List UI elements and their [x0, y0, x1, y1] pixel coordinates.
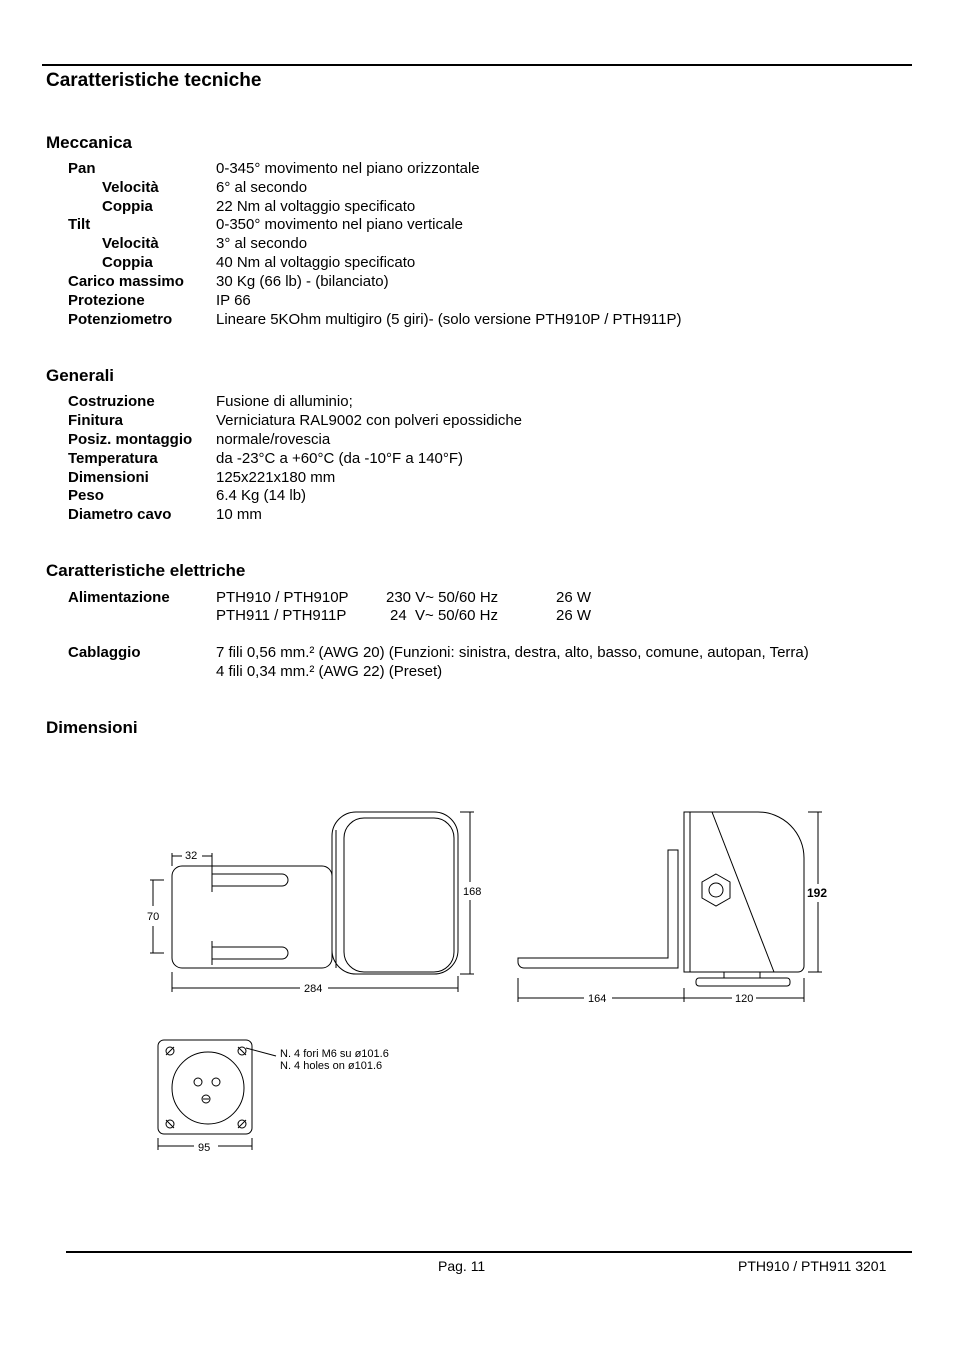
spec-value-finitura: Verniciatura RAL9002 con polveri epossidiche: [216, 412, 523, 429]
spec-value-tilt-coppia: 40 Nm al voltaggio specificato: [216, 254, 416, 271]
spec-label-peso: Peso: [68, 487, 104, 504]
dim-70-label: 70: [147, 911, 160, 923]
holes-note-it: N. 4 fori M6 su ø101.6: [280, 1048, 389, 1060]
dim-168-label: 168: [463, 886, 482, 898]
spec-label-cablaggio: Cablaggio: [68, 644, 141, 661]
dim-284-label: 284: [304, 983, 323, 995]
section-title-elettriche: Caratteristiche elettriche: [46, 561, 246, 580]
spec-value-costruzione: Fusione di alluminio;: [216, 393, 353, 410]
spec-value-protezione: IP 66: [216, 292, 251, 309]
spec-label-tilt-velocita: Velocità: [102, 235, 159, 252]
cablaggio-line-2: 4 fili 0,34 mm.² (AWG 22) (Preset): [216, 663, 443, 680]
spec-label-carico: Carico massimo: [68, 273, 184, 290]
bottom-rule: [66, 1251, 912, 1253]
power-watt-1: 26 W: [556, 589, 592, 606]
dim-120-label: 120: [735, 993, 754, 1005]
spec-label-finitura: Finitura: [68, 412, 123, 429]
power-voltage-2: 24 V~ 50/60 Hz: [390, 607, 498, 624]
dim-95-label: 95: [198, 1142, 211, 1154]
front-view-drawing: [518, 812, 822, 1002]
spec-label-costruzione: Costruzione: [68, 393, 155, 410]
spec-value-diametro-cavo: 10 mm: [216, 506, 262, 523]
section-title-dimensioni: Dimensioni: [46, 718, 138, 737]
spec-label-potenziometro: Potenziometro: [68, 311, 173, 328]
power-watt-2: 26 W: [556, 607, 592, 624]
section-title-generali: Generali: [46, 366, 115, 385]
spec-label-dimensioni: Dimensioni: [68, 469, 149, 486]
page-title: Caratteristiche tecniche: [46, 70, 262, 91]
holes-note-en: N. 4 holes on ø101.6: [280, 1060, 383, 1072]
spec-value-temperatura: da -23°C a +60°C (da -10°F a 140°F): [216, 450, 464, 467]
spec-label-montaggio: Posiz. montaggio: [68, 431, 193, 448]
spec-value-pan: 0-345° movimento nel piano orizzontale: [216, 160, 480, 177]
spec-label-tilt-coppia: Coppia: [102, 254, 153, 271]
spec-value-tilt: 0-350° movimento nel piano verticale: [216, 216, 463, 233]
dim-32-label: 32: [185, 850, 198, 862]
power-model-2: PTH911 / PTH911P: [216, 607, 347, 624]
dim-164-label: 164: [588, 993, 607, 1005]
spec-value-pan-velocita: 6° al secondo: [216, 179, 308, 196]
spec-value-potenziometro: Lineare 5KOhm multigiro (5 giri)- (solo versione PTH910P / PTH911P): [216, 311, 682, 328]
spec-value-carico: 30 Kg (66 lb) - (bilanciato): [216, 273, 389, 290]
spec-label-diametro-cavo: Diametro cavo: [68, 506, 172, 523]
section-title-meccanica: Meccanica: [46, 133, 132, 152]
side-view-drawing: [150, 812, 474, 992]
spec-value-tilt-velocita: 3° al secondo: [216, 235, 308, 252]
spec-value-pan-coppia: 22 Nm al voltaggio specificato: [216, 198, 416, 215]
power-voltage-1: 230 V~ 50/60 Hz: [386, 589, 499, 606]
spec-label-protezione: Protezione: [68, 292, 145, 309]
footer-doc-code: PTH910 / PTH911 3201: [738, 1258, 887, 1274]
top-rule: [42, 64, 912, 66]
power-model-1: PTH910 / PTH910P: [216, 589, 349, 606]
spec-value-peso: 6.4 Kg (14 lb): [216, 487, 307, 504]
spec-label-temperatura: Temperatura: [68, 450, 158, 467]
spec-label-tilt: Tilt: [68, 216, 91, 233]
spec-label-pan: Pan: [68, 160, 96, 177]
spec-label-alimentazione: Alimentazione: [68, 589, 170, 606]
dim-192-label: 192: [807, 886, 828, 900]
spec-label-pan-coppia: Coppia: [102, 198, 153, 215]
footer-page-number: Pag. 11: [438, 1258, 486, 1274]
base-view-drawing: [158, 1040, 276, 1150]
spec-label-pan-velocita: Velocità: [102, 179, 159, 196]
spec-value-dimensioni: 125x221x180 mm: [216, 469, 336, 486]
cablaggio-line-1: 7 fili 0,56 mm.² (AWG 20) (Funzioni: sinistra, destra, alto, basso, comune, autopan, Terra): [216, 644, 809, 661]
spec-value-montaggio: normale/rovescia: [216, 431, 331, 448]
